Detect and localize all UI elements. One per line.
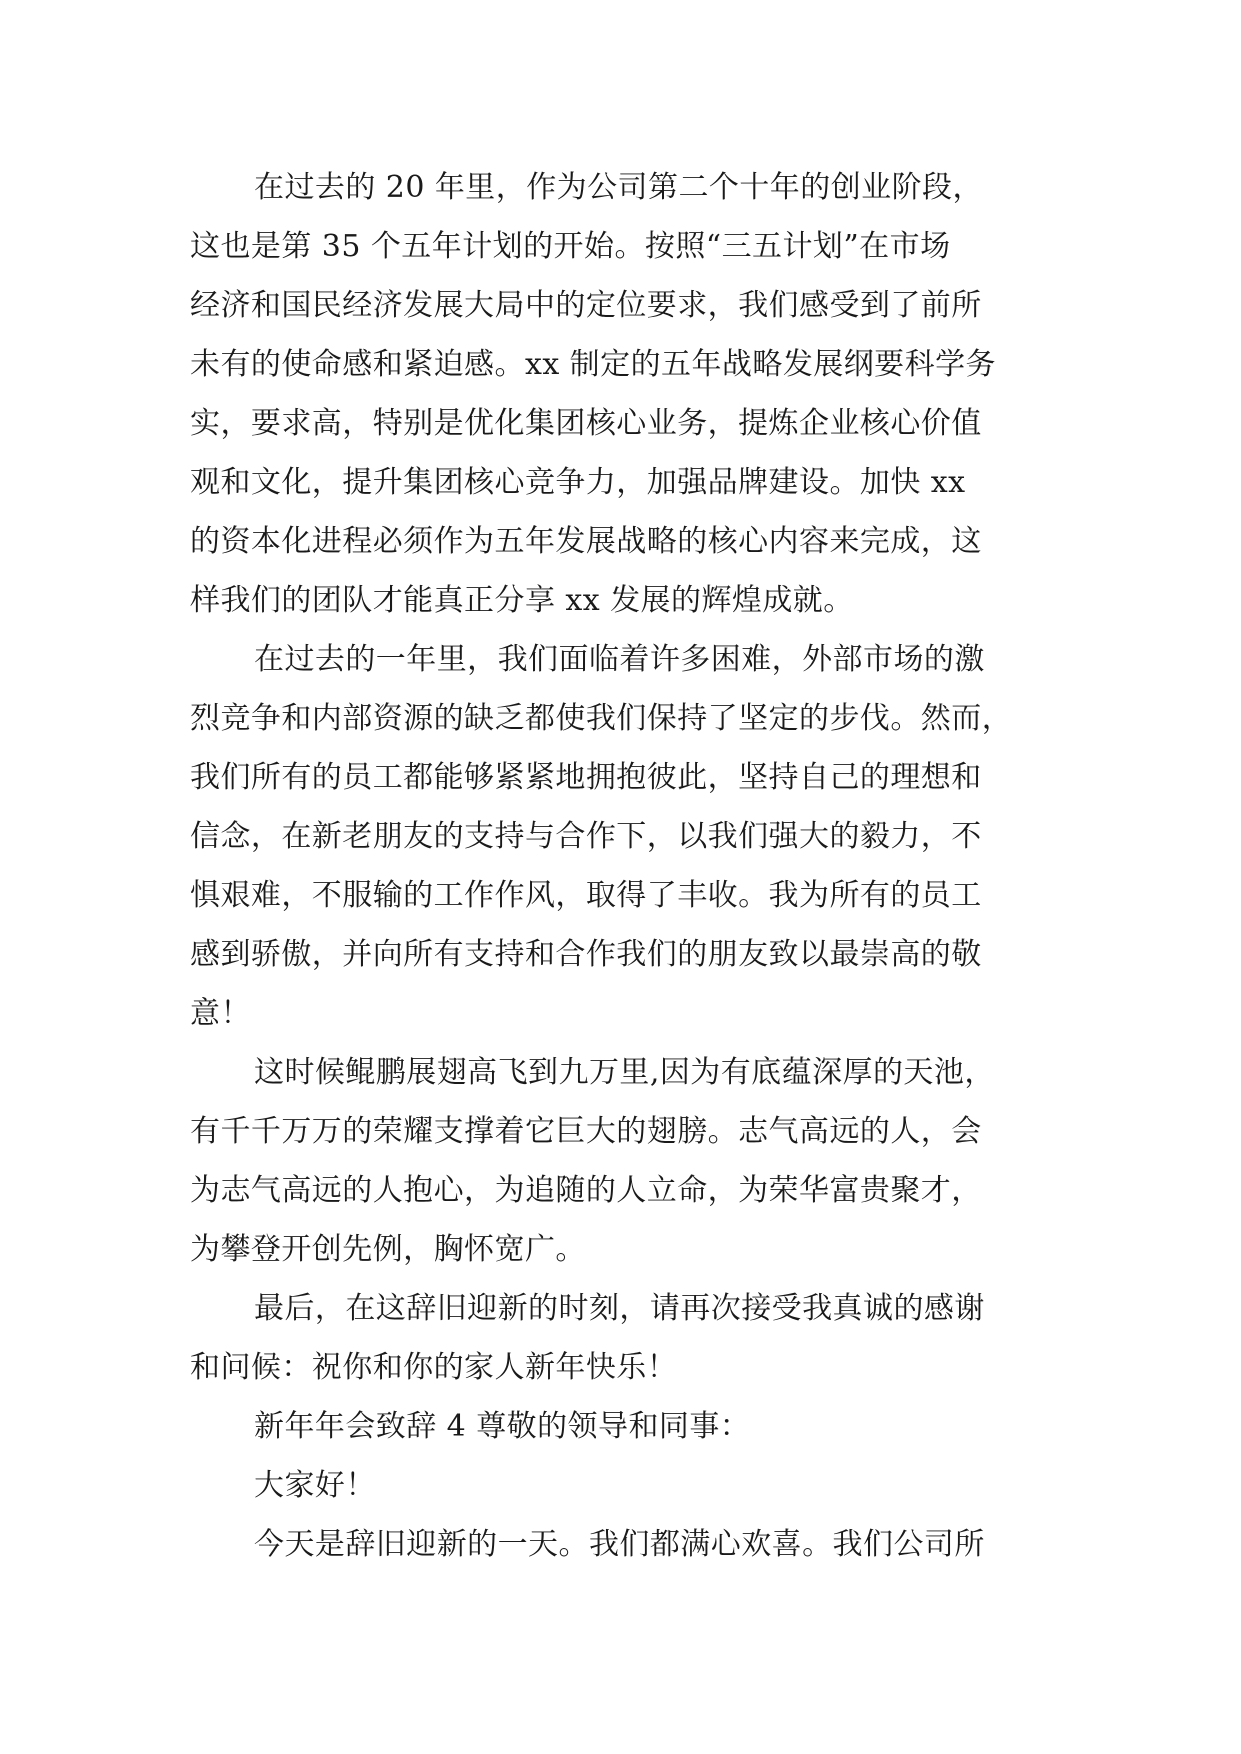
- text-line: 在过去的一年里，我们面临着许多困难，外部市场的激: [254, 642, 985, 677]
- paragraph: [190, 1043, 1056, 1279]
- text-line: 惧艰难，不服输的工作作风，取得了丰收。我为所有的员工: [190, 878, 982, 913]
- text-line: 为志气高远的人抱心，为追随的人立命，为荣华富贵聚才，: [190, 1173, 982, 1208]
- paragraph: [190, 630, 1056, 1043]
- paragraph: [190, 1515, 1056, 1574]
- paragraph: [190, 1456, 1056, 1515]
- text-line: 为攀登开创先例，胸怀宽广。: [190, 1232, 586, 1267]
- text-line: 的资本化进程必须作为五年发展战略的核心内容来完成，这: [190, 524, 982, 559]
- text-line: 有千千万万的荣耀支撑着它巨大的翅膀。志气高远的人，会: [190, 1114, 982, 1149]
- text-line: 这也是第 35 个五年计划的开始。按照“三五计划”在市场: [190, 229, 951, 264]
- text-line: 今天是辞旧迎新的一天。我们都满心欢喜。我们公司所: [254, 1527, 985, 1562]
- document-body: [190, 158, 1056, 1574]
- text-line: 烈竞争和内部资源的缺乏都使我们保持了坚定的步伐。然而，: [190, 701, 1013, 736]
- text-line: 和问候：祝你和你的家人新年快乐！: [190, 1350, 678, 1385]
- text-line: 我们所有的员工都能够紧紧地拥抱彼此，坚持自己的理想和: [190, 760, 982, 795]
- text-line: 感到骄傲，并向所有支持和合作我们的朋友致以最崇高的敬: [190, 937, 982, 972]
- text-line: 最后，在这辞旧迎新的时刻，请再次接受我真诚的感谢: [254, 1291, 985, 1326]
- text-line: 大家好！: [254, 1468, 376, 1503]
- text-line: 观和文化，提升集团核心竞争力，加强品牌建设。加快 xx: [190, 465, 966, 500]
- paragraph: [190, 1279, 1056, 1397]
- paragraph: [190, 158, 1056, 630]
- text-line: 信念，在新老朋友的支持与合作下，以我们强大的毅力，不: [190, 819, 982, 854]
- text-line: 新年年会致辞 4 尊敬的领导和同事：: [254, 1409, 751, 1444]
- text-line: 在过去的 20 年里，作为公司第二个十年的创业阶段，: [254, 170, 983, 205]
- text-line: 实，要求高，特别是优化集团核心业务，提炼企业核心价值: [190, 406, 982, 441]
- text-line: 未有的使命感和紧迫感。xx 制定的五年战略发展纲要科学务: [190, 347, 996, 382]
- text-line: 这时候鲲鹏展翅高飞到九万里,因为有底蕴深厚的天池，: [254, 1055, 995, 1090]
- text-line: 样我们的团队才能真正分享 xx 发展的辉煌成就。: [190, 583, 854, 618]
- paragraph: [190, 1397, 1056, 1456]
- text-line: 意！: [190, 996, 251, 1031]
- text-line: 经济和国民经济发展大局中的定位要求，我们感受到了前所: [190, 288, 982, 323]
